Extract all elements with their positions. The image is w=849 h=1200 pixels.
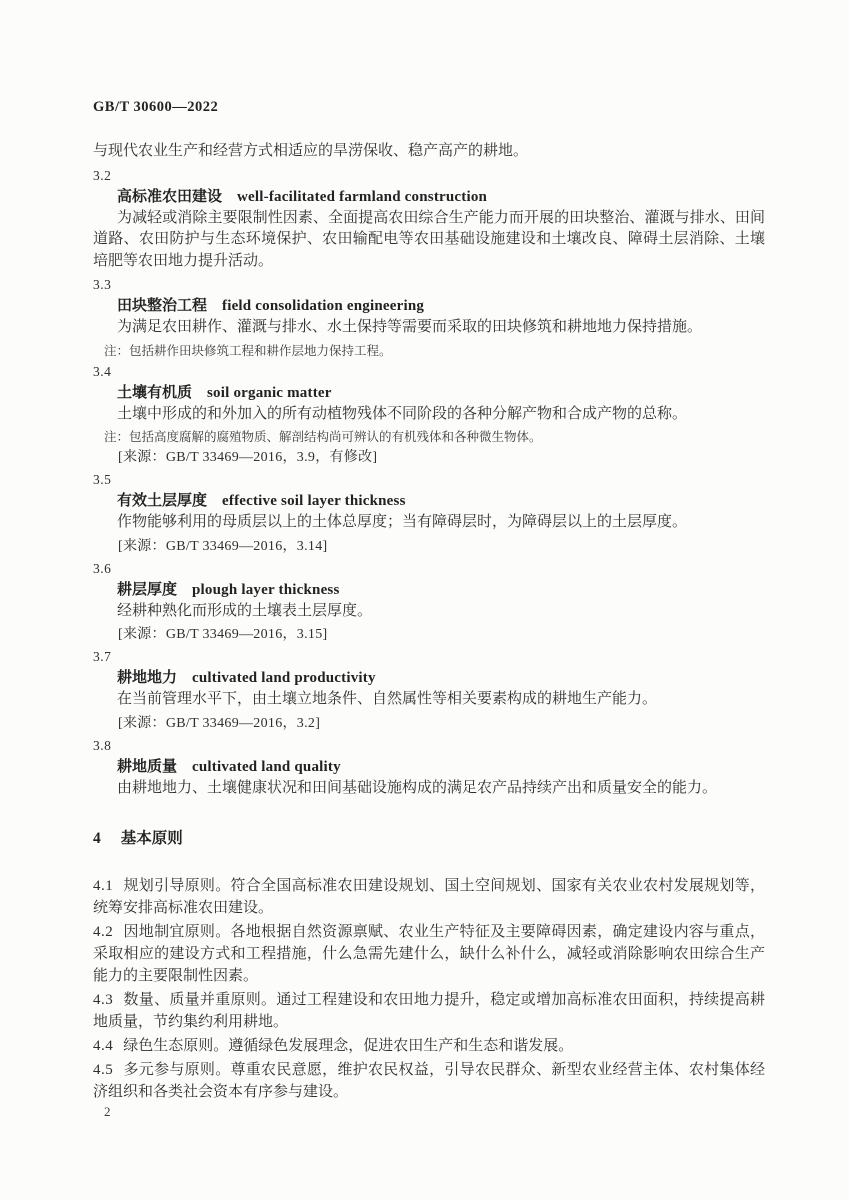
term-definition: 为减轻或消除主要限制性因素、全面提高农田综合生产能力而开展的田块整治、灌溉与排水、田间道路、农田防护与生态环境保护、农田输配电等农田基础设施建设和土壤改良、障碍土层消除、土壤培肥等农田地力提升活动。: [93, 209, 765, 269]
term-section-3-2: [93, 168, 765, 273]
page-content: [93, 98, 765, 1105]
term-title: [117, 492, 765, 510]
term-title: [117, 758, 765, 776]
term-source: [来源：GB/T 33469—2016，3.9，有修改]: [118, 450, 378, 465]
term-section-3-8: [93, 738, 765, 800]
term-title-en: effective soil layer thickness: [222, 493, 406, 509]
principle-number: 4.4: [93, 1038, 114, 1054]
term-number: 3.4: [93, 363, 112, 379]
principle-text: 数量、质量并重原则。通过工程建设和农田地力提升，稳定或增加高标准农田面积，持续提高耕地质量，节约集约利用耕地。: [93, 992, 765, 1030]
term-title: [117, 297, 765, 315]
section-title: 基本原则: [120, 830, 183, 847]
principle-item-4-3: [93, 989, 765, 1033]
term-section-3-6: [93, 561, 765, 645]
term-definition: 作物能够利用的母质层以上的土体总厚度；当有障碍层时，为障碍层以上的土层厚度。: [117, 514, 688, 530]
term-definition: 在当前管理水平下，由土壤立地条件、自然属性等相关要素构成的耕地生产能力。: [117, 691, 658, 707]
term-section-3-5: [93, 472, 765, 556]
term-source: [来源：GB/T 33469—2016，3.15]: [118, 627, 328, 642]
principle-number: 4.2: [93, 924, 114, 940]
page-number: 2: [104, 1104, 111, 1119]
term-section-3-4: [93, 364, 765, 468]
term-title-en: well-facilitated farmland construction: [237, 188, 488, 205]
section-heading-principles: [93, 829, 765, 849]
term-note: 注：包括高度腐解的腐殖物质、解剖结构尚可辨认的有机残体和各种微生物体。: [104, 430, 542, 444]
term-section-3-7: [93, 649, 765, 733]
term-section-3-3: [93, 277, 765, 359]
principle-text: 规划引导原则。符合全国高标准农田建设规划、国土空间规划、国家有关农业农村发展规划等，统筹安排高标准农田建设。: [93, 878, 765, 916]
term-definition: 为满足农田耕作、灌溉与排水、水土保持等需要而采取的田块修筑和耕地地力保持措施。: [117, 319, 703, 335]
term-title: [117, 188, 765, 206]
principle-text: 多元参与原则。尊重农民意愿，维护农民权益，引导农民群众、新型农业经营主体、农村集体经济组织和各类社会资本有序参与建设。: [93, 1062, 765, 1100]
term-title-zh: 高标准农田建设: [117, 188, 223, 205]
term-source: [来源：GB/T 33469—2016，3.2]: [118, 715, 321, 731]
principles-list: [93, 875, 765, 1103]
intro-paragraph: 与现代农业生产和经营方式相适应的旱涝保收、稳产高产的耕地。: [93, 143, 529, 159]
principle-item-4-2: [93, 921, 765, 987]
term-title: [117, 581, 765, 599]
term-title-zh: 耕层厚度: [117, 581, 178, 598]
term-title-zh: 耕地地力: [117, 670, 178, 686]
principle-item-4-4: [93, 1035, 765, 1057]
term-number: 3.3: [93, 277, 112, 292]
principle-item-4-5: [93, 1059, 765, 1103]
term-number: 3.2: [93, 167, 112, 183]
principle-item-4-1: [93, 875, 765, 919]
principle-text: 绿色生态原则。遵循绿色发展理念，促进农田生产和生态和谐发展。: [123, 1038, 574, 1054]
term-number: 3.6: [93, 560, 112, 576]
term-title-en: plough layer thickness: [192, 581, 340, 598]
term-title-en: cultivated land productivity: [192, 670, 376, 686]
term-title-zh: 土壤有机质: [117, 384, 193, 401]
term-title-en: field consolidation engineering: [222, 298, 425, 314]
term-title-zh: 耕地质量: [117, 758, 178, 775]
section-number: 4: [93, 830, 101, 847]
principle-number: 4.5: [93, 1062, 114, 1078]
term-definition: 经耕种熟化而形成的土壤表土层厚度。: [117, 602, 373, 619]
principle-number: 4.3: [93, 992, 114, 1008]
term-definition: 由耕地地力、土壤健康状况和田间基础设施构成的满足农产品持续产出和质量安全的能力。: [117, 779, 718, 796]
term-note: 注：包括耕作田块修筑工程和耕作层地力保持工程。: [104, 343, 392, 358]
term-title-en: soil organic matter: [207, 384, 332, 401]
principle-text: 因地制宜原则。各地根据自然资源禀赋、农业生产特征及主要障碍因素，确定建设内容与重点，采取相应的建设方式和工程措施，什么急需先建什么，缺什么补什么，减轻或消除影响农田综合生产能力的主要限制性因素。: [93, 924, 765, 984]
term-number: 3.8: [93, 737, 112, 753]
standard-number-header: GB/T 30600—2022: [93, 99, 219, 115]
term-title: [117, 669, 765, 687]
term-title: [117, 384, 765, 402]
term-title-zh: 有效土层厚度: [117, 493, 208, 509]
principle-number: 4.1: [93, 878, 114, 894]
term-definition: 土壤中形成的和外加入的所有动植物残体不同阶段的各种分解产物和合成产物的总称。: [117, 405, 688, 422]
term-number: 3.7: [93, 649, 112, 664]
term-source: [来源：GB/T 33469—2016，3.14]: [118, 538, 328, 554]
term-title-en: cultivated land quality: [192, 758, 341, 775]
term-number: 3.5: [93, 472, 112, 487]
term-title-zh: 田块整治工程: [117, 298, 208, 314]
